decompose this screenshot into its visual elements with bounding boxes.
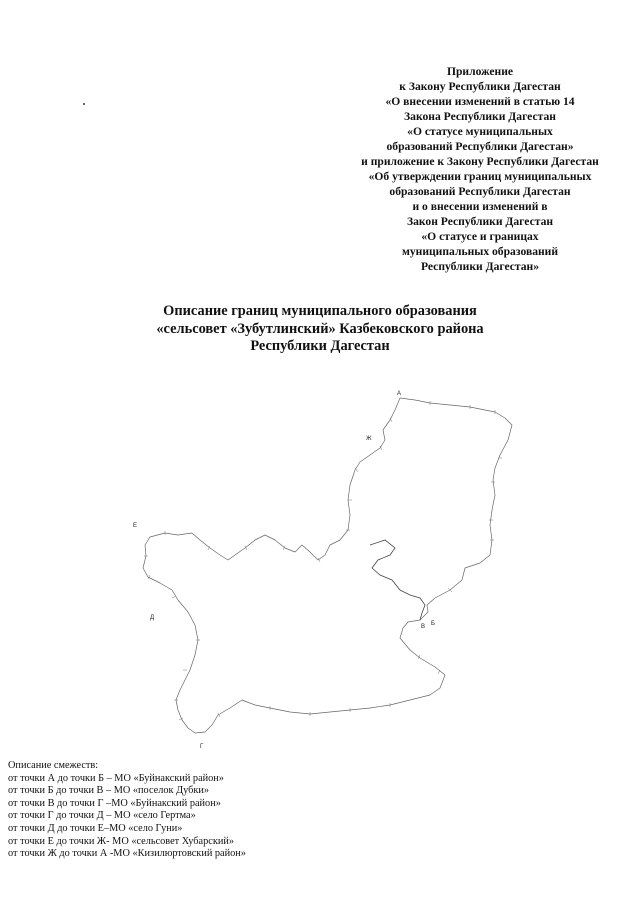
legend-item: от точки Д до точки Е–МО «село Гуни» [8,822,183,834]
appendix-line: к Закону Республики Дагестан [399,80,561,93]
appendix-line: Закон Республики Дагестан [406,215,554,228]
appendix-line: муниципальных образований [401,245,559,258]
point-label-v: В [421,624,426,630]
legend-heading: Описание смежеств: [8,760,99,771]
adjacency-legend [8,760,328,861]
boundary-tick-marks [144,401,502,720]
appendix-line: образований Республики Дагестан» [386,140,574,153]
point-label-d: Д [150,615,155,621]
legend-item: от точки Г до точки Д – МО «село Гертма» [8,810,196,822]
title-line: Описание границ муниципального образования [163,303,477,319]
appendix-line: Приложение [446,65,514,78]
legend-item: от точки А до точки Б – МО «Буйнакский район» [8,772,224,784]
appendix-line: «О статусе и границах [421,230,539,243]
point-label-e: Е [133,523,138,529]
appendix-line: и приложение к Закону Республики Дагестан [361,155,599,168]
appendix-line: «Об утверждении границ муниципальных [368,170,592,183]
point-label-a: А [397,391,402,397]
appendix-line: «О внесении изменений в статью 14 [385,95,575,108]
legend-item: от точки Е до точки Ж- МО «сельсовет Хубарский» [8,835,234,847]
legend-item: от точки Б до точки В – МО «поселок Дубки» [8,785,210,797]
point-label-zh: Ж [366,436,372,442]
appendix-line: образований Республики Дагестан [389,185,571,198]
point-label-g: Г [200,744,204,750]
title-line: Республики Дагестан [250,338,390,354]
legend-item: от точки Ж до точки А -МО «Кизилюртовский район» [8,848,246,860]
municipality-boundary [143,398,512,733]
legend-item: от точки В до точки Г –МО «Буйнакский район» [8,797,221,809]
appendix-line: «О статусе муниципальных [407,125,553,138]
appendix-line: и о внесении изменений в [412,200,548,213]
inner-boundary-segment [370,540,425,620]
point-label-b: Б [431,621,435,627]
title-line: «сельсовет «Зубутлинский» Казбековского района [156,320,484,337]
appendix-line: Республики Дагестан» [420,260,540,273]
appendix-line: Закона Республики Дагестан [404,110,556,123]
